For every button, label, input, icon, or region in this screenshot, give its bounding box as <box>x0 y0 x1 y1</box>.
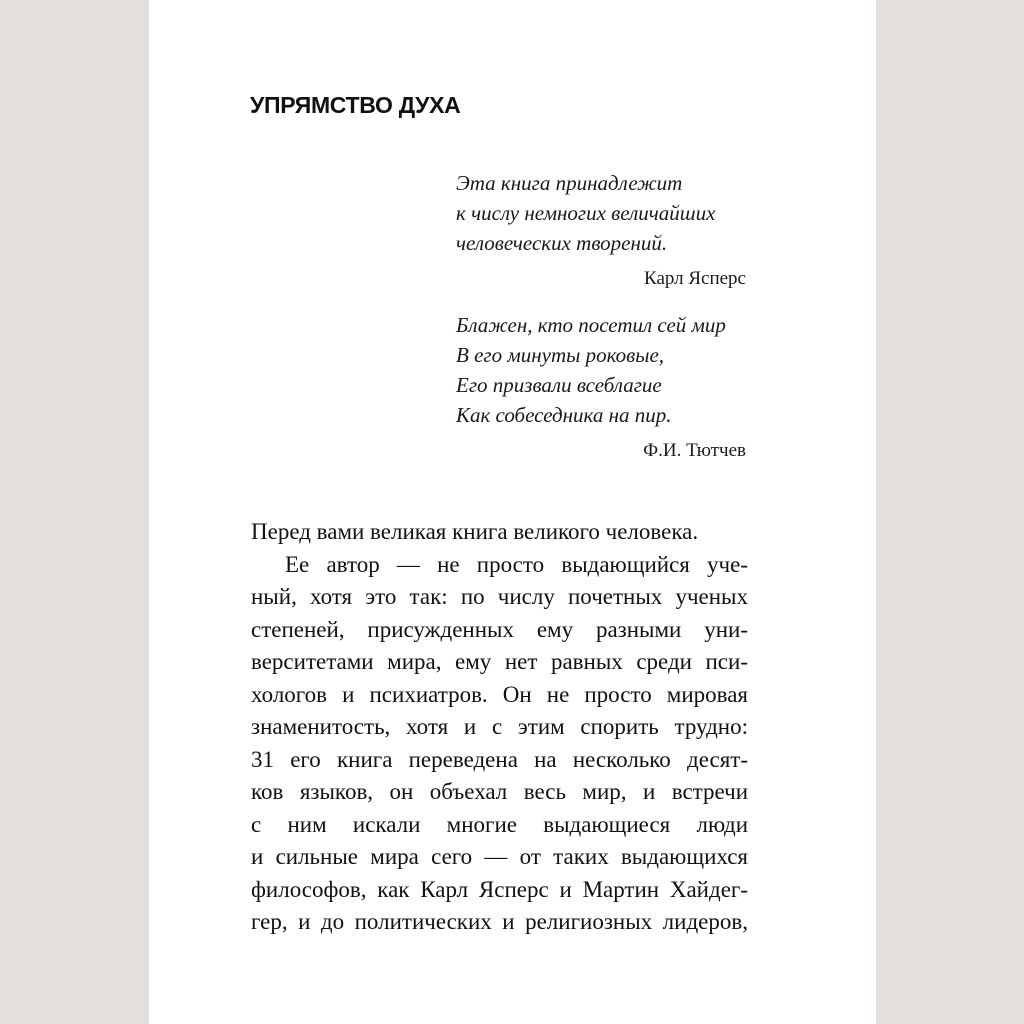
epigraph-line: к числу немногих величайших <box>456 201 716 225</box>
body-line: ный, хотя это так: по числу почетных ученых <box>251 584 748 609</box>
body-line: верситетами мира, ему нет равных среди пси- <box>251 649 748 674</box>
body-line: и сильные мира сего — от таких выдающихся <box>251 844 748 869</box>
epigraph-line: Его призвали всеблагие <box>456 373 662 397</box>
body-line: степеней, присужденных ему разными уни- <box>251 616 748 642</box>
epigraph-line: Как собеседника на пир. <box>456 403 672 427</box>
body-paragraphs <box>251 516 748 939</box>
body-line: знаменитость, хотя и с этим спорить трудно: <box>251 714 748 739</box>
epigraph-line: В его минуты роковые, <box>456 343 665 367</box>
body-line: гер, и до политических и религиозных лидеров, <box>251 909 748 934</box>
body-line: философов, как Карл Ясперс и Мартин Хайдег- <box>251 876 748 902</box>
body-line: Перед вами великая книга великого человека. <box>251 519 699 544</box>
body-line: с ним искали многие выдающиеся люди <box>251 811 748 837</box>
epigraph-line: Эта книга принадлежит <box>456 171 683 195</box>
body-line: хологов и психиатров. Он не просто мировая <box>251 681 748 707</box>
epigraph-author: Ф.И. Тютчев <box>643 440 746 461</box>
epigraph-tyutchev <box>456 310 746 466</box>
chapter-heading: УПРЯМСТВО ДУХА <box>250 92 461 118</box>
epigraph-line: человеческих творений. <box>456 231 668 255</box>
epigraph-line: Блажен, кто посетил сей мир <box>456 313 726 337</box>
epigraph-jaspers <box>456 168 746 294</box>
epigraph-author: Карл Ясперс <box>644 268 746 289</box>
book-page <box>149 0 876 1024</box>
body-line: Ее автор — не просто выдающийся уче- <box>285 551 748 577</box>
body-line: 31 его книга переведена на несколько десят- <box>251 746 748 772</box>
body-line: ков языков, он объехал весь мир, и встречи <box>251 779 748 804</box>
